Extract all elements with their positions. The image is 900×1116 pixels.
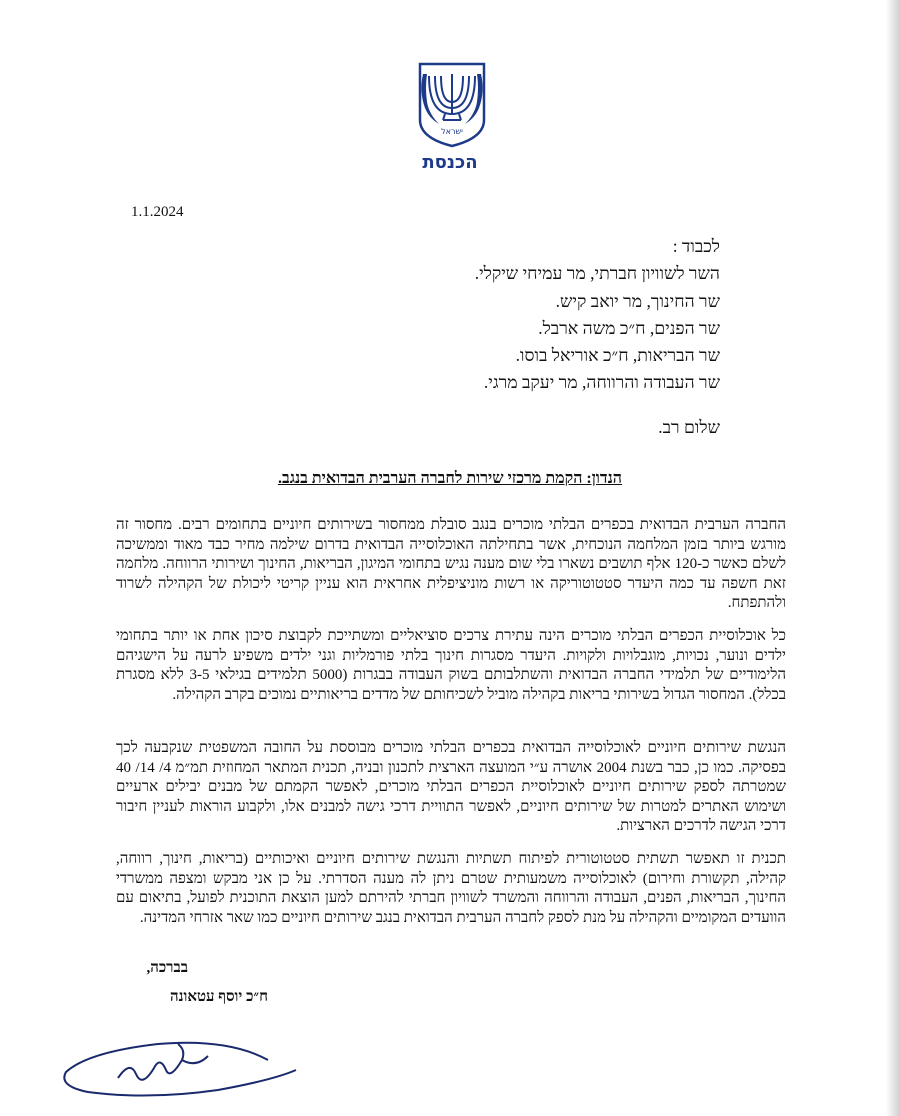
body-paragraph: תכנית זו תאפשר תשתית סטטוטורית לפיתוח תשתיות והנגשת שירותים חיוניים ואיכותיים (בריאות, חינוך, רווחה, קהילה, תקשורת וחירום) לאוכלוסייה משמעותית שטרם ניתן לה מענה הסדרתי. על כן אני מבקש ומצפה ממשרדי החינוך, הבריאות, הפנים, העבודה והרווחה והמשרד לשוויון חברתי להירתם למען הוצאת התוכנית לפועל, בתיאום עם הוועדים המקומיים והקהילה על מנת לספק לחברה הערבית הבדואית בנגב שירותים חיוניים כמו שאר אזרחי המדינה. bbox=[116, 851, 786, 926]
addressee-line: שר הפנים, ח״כ משה ארבל. bbox=[538, 318, 720, 338]
salutation-to: לכבוד : bbox=[672, 236, 720, 256]
body-paragraph: כל אוכלוסיית הכפרים הבלתי מוכרים הינה עתירת צרכים סוציאליים ומשתייכת לקבוצת סיכון אחת או יותר בתחומי ילדים ונוער, נכויות, מוגבלויות ולקויות. היעדר מסגרות חינוך בלתי פורמליות וגני ילדים משפיע לרעה על הישגיהם הלימודיים של תלמידי החברה הבדואית והשתלבותם בשוק העבודה בבגרות (5000 תלמידים בגילאי 3-5 ללא מסגרת בכלל). המחסור הגדול בשירותי בריאות בקהילה מוביל לשכיחותם של מדדים בריאותיים נמוכים בקרב הקהילה. bbox=[116, 628, 786, 703]
closing-greeting: בברכה, bbox=[146, 960, 188, 976]
addressee-line: שר העבודה והרווחה, מר יעקב מרגי. bbox=[483, 372, 720, 392]
greeting: שלום רב. bbox=[658, 417, 720, 437]
handwritten-signature bbox=[58, 1030, 303, 1105]
menorah-emblem-icon bbox=[417, 62, 487, 148]
letter-date: 1.1.2024 bbox=[131, 204, 184, 220]
emblem-caption: ישראל bbox=[441, 127, 463, 136]
addressee-line: השר לשוויון חברתי, מר עמיחי שיקלי. bbox=[474, 263, 720, 283]
signer-name: ח״כ יוסף עטאונה bbox=[169, 989, 268, 1005]
addressee-line: שר החינוך, מר יואב קיש. bbox=[555, 291, 720, 311]
addressee-line: שר הבריאות, ח״כ אוריאל בוסו. bbox=[515, 345, 720, 365]
body-paragraph: החברה הערבית הבדואית בכפרים הבלתי מוכרים בנגב סובלת ממחסור בשירותים חיוניים בתחומים רבים. מחסור זה מורגש ביותר בזמן המלחמה הנוכחית, אשר בתחילתה האוכלוסייה הבדואית בדרום שילמה מחיר כבד מאוד וממשיכה לשלם כאשר כ-120 אלף תושבים נשארו בלי שום מענה נגיש בתחומי המיגון, הבריאות, החינוך ושירותי הרווחה. מלחמה זאת חשפה עד כמה היעדר סטטוטוריקה או רשות מוניציפלית אחראית הוא עניין קריטי ליכולת של הקהילה לשרוד ולהתפתח. bbox=[116, 517, 786, 612]
org-name: הכנסת bbox=[422, 152, 478, 173]
body-paragraph: הנגשת שירותים חיוניים לאוכלוסייה הבדואית בכפרים הבלתי מוכרים מבוססת על החובה המשפטית שנקבעה לכך בפסיקה. כמו כן, כבר בשנת 2004 אושרה ע״י המועצה הארצית לתכנון ובניה, תכנית המתאר המחוזית תמ״מ 4/ 14/ 40 שמטרתה לספק שירותים חיוניים לאוכלוסיית הכפרים הבלתי מוכרים, לאפשר הקמתם של מבנים יבילים ארעיים ושימוש האתרים למטרות של שירותים חיוניים, לאפשר התוויית דרכי גישה למבנים אלו, ולקבוע הוראות לעניין חיבור דרכי הגישה לדרכים הארציות. bbox=[116, 740, 787, 835]
subject-line: הנדון: הקמת מרכזי שירות לחברה הערבית הבדואית בנגב. bbox=[277, 470, 622, 487]
